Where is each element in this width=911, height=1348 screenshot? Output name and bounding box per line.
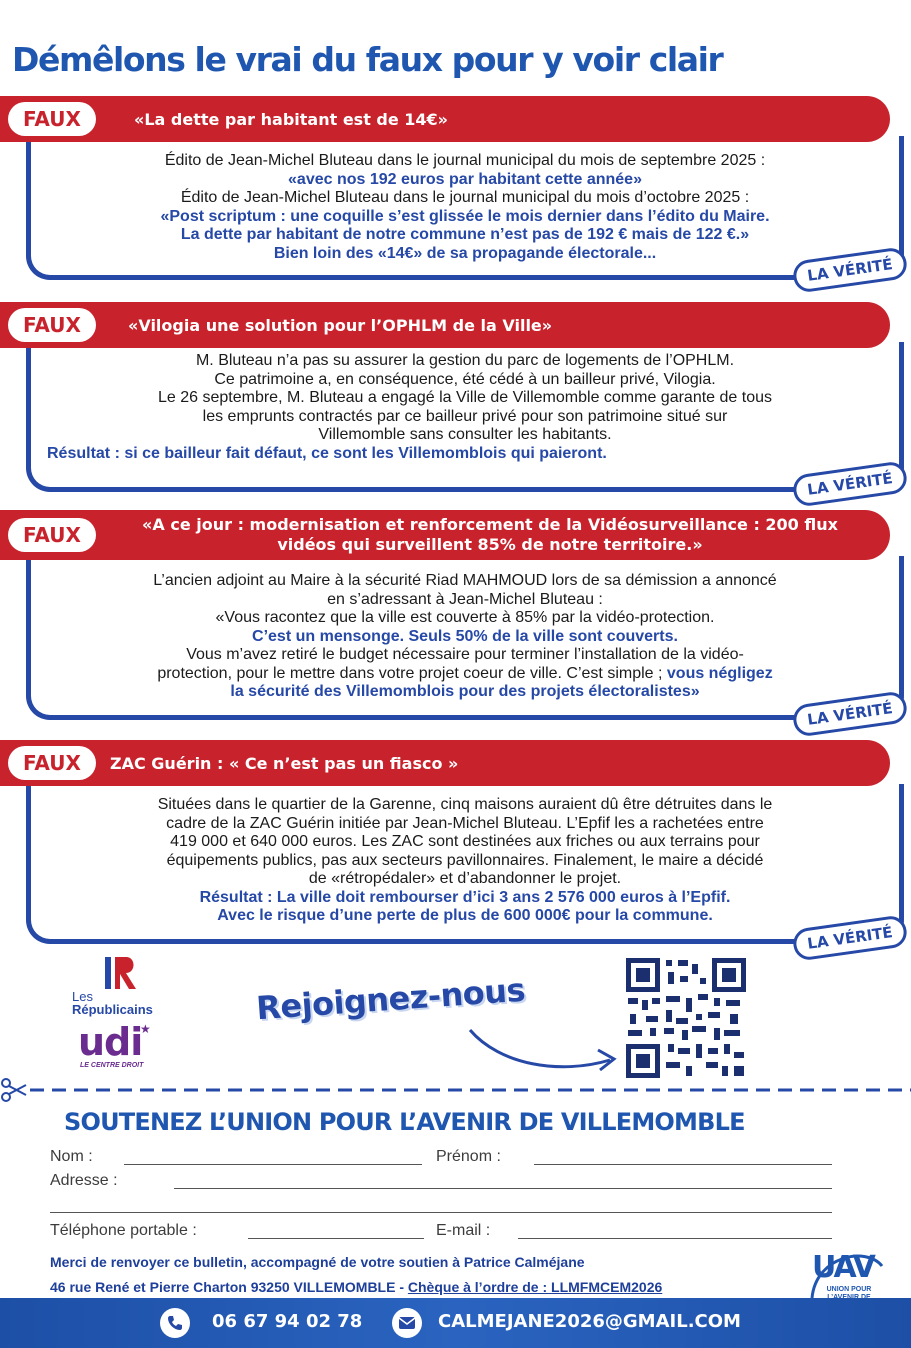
- lr-republicains-text: Républicains: [72, 1002, 153, 1017]
- faux-badge: FAUX: [8, 518, 96, 552]
- return-instructions: Merci de renvoyer ce bulletin, accompagné de votre soutien à Patrice Calméjane: [50, 1254, 585, 1270]
- truth-line: La dette par habitant de notre commune n’est pas de 192 € mais de 122 €.»: [180, 226, 750, 243]
- udi-subtitle: LE CENTRE DROIT: [80, 1062, 144, 1069]
- faux-badge: FAUX: [8, 102, 96, 136]
- form-title: SOUTENEZ L’UNION POUR L’AVENIR DE VILLEMOMBLE: [64, 1108, 745, 1136]
- nom-field[interactable]: [124, 1164, 422, 1165]
- adresse-label: Adresse :: [50, 1172, 118, 1189]
- truth-line: Bien loin des «14€» de sa propagande électorale...: [273, 244, 657, 262]
- truth-line: Ce patrimoine a, en conséquence, été cédé à un bailleur privé, Vilogia.: [214, 370, 716, 388]
- prenom-label: Prénom :: [436, 1148, 501, 1165]
- lr-les-text: Les: [72, 989, 93, 1004]
- truth-line: en s’adressant à Jean-Michel Bluteau :: [327, 590, 603, 608]
- verite-badge: LA VÉRITÉ: [791, 246, 908, 294]
- page-headline: Démêlons le vrai du faux pour y voir clair: [12, 40, 723, 79]
- claim-line: vidéos qui surveillent 85% de notre territoire.»: [277, 535, 703, 554]
- les-republicains-logo: [70, 955, 180, 1017]
- claim-text: «La dette par habitant est de 14€»: [134, 109, 449, 129]
- truth-line: Résultat : La ville doit rembourser d’ici 3 ans 2 576 000 euros à l’Epfif.: [199, 888, 731, 906]
- cheque-order-text: Chèque à l’ordre de : LLMFMCEM2026: [407, 1279, 663, 1295]
- truth-panel: [26, 784, 904, 944]
- adresse-field-line2[interactable]: [50, 1212, 832, 1213]
- cut-line-scissors-icon: [0, 1078, 911, 1102]
- contact-email[interactable]: CALMEJANE2026@GMAIL.COM: [438, 1311, 741, 1332]
- truth-line: 419 000 et 640 000 euros. Les ZAC sont destinées aux friches ou aux terrains pour: [170, 833, 760, 850]
- truth-line: cadre de la ZAC Guérin initiée par Jean-Michel Bluteau. L’Epfif les a rachetées entre: [166, 814, 764, 832]
- truth-line: «Vous racontez que la ville est couverte à 85% par la vidéo-protection.: [215, 609, 715, 626]
- truth-line: de «rétropédaler» et d’abandonner le projet.: [308, 870, 622, 887]
- claim-text: [110, 510, 870, 560]
- truth-line: Édito de Jean-Michel Bluteau dans le journal municipal du mois d’octobre 2025 :: [180, 189, 750, 206]
- return-address: [50, 1279, 662, 1295]
- claim-line: «A ce jour : modernisation et renforcement de la Vidéosurveillance : 200 flux: [142, 515, 838, 534]
- contact-footer: [0, 1298, 911, 1348]
- join-us-label: Rejoignez-nous: [255, 970, 527, 1028]
- phone-icon: [160, 1308, 190, 1338]
- truth-line: les emprunts contractés par ce bailleur privé pour son patrimoine situé sur: [202, 407, 728, 425]
- verite-badge: LA VÉRITÉ: [791, 690, 908, 738]
- truth-line: L’ancien adjoint au Maire à la sécurité Riad MAHMOUD lors de sa démission a annoncé: [153, 572, 777, 589]
- truth-line: C’est un mensonge. Seuls 50% de la ville sont couverts.: [252, 627, 678, 645]
- udi-logo: [78, 1022, 158, 1074]
- truth-panel: [26, 556, 904, 720]
- truth-line: Édito de Jean-Michel Bluteau dans le journal municipal du mois de septembre 2025 :: [164, 152, 766, 169]
- nom-label: Nom :: [50, 1148, 93, 1165]
- qr-code-icon[interactable]: [626, 958, 746, 1078]
- truth-line-emphasis: vous négligez: [666, 664, 773, 682]
- verite-badge: LA VÉRITÉ: [791, 460, 908, 508]
- truth-line: «avec nos 192 euros par habitant cette année»: [288, 170, 642, 188]
- truth-panel: [26, 136, 904, 280]
- truth-line: Villemomble sans consulter les habitants.: [318, 426, 612, 443]
- truth-line: Résultat : si ce bailleur fait défaut, ce sont les Villemomblois qui paieront.: [47, 444, 607, 462]
- telephone-field[interactable]: [248, 1238, 424, 1239]
- truth-line: Avec le risque d’une perte de plus de 600 000€ pour la commune.: [217, 907, 713, 924]
- phone-number[interactable]: 06 67 94 02 78: [212, 1311, 363, 1332]
- truth-line: Vous m’avez retiré le budget nécessaire pour terminer l’installation de la vidéo-: [186, 646, 744, 663]
- email-field[interactable]: [518, 1238, 832, 1239]
- prenom-field[interactable]: [534, 1164, 832, 1165]
- uav-subtitle: UNION POUR: [826, 1286, 872, 1293]
- udi-text: udi: [78, 1020, 143, 1064]
- star-icon: ★: [140, 1022, 151, 1036]
- truth-line: M. Bluteau n’a pas su assurer la gestion du parc de logements de l’OPHLM.: [195, 352, 735, 369]
- truth-line: Le 26 septembre, M. Bluteau a engagé la Ville de Villemomble comme garante de tous: [158, 389, 772, 406]
- truth-line: équipements publics, pas aux secteurs pavillonnaires. Finalement, le maire a décidé: [166, 851, 764, 869]
- claim-text: ZAC Guérin : « Ce n’est pas un fiasco »: [110, 753, 459, 773]
- truth-line: protection, pour le mettre dans votre projet coeur de ville. C’est simple ;: [157, 664, 663, 682]
- truth-line: «Post scriptum : une coquille s’est glissée le mois dernier dans l’édito du Maire.: [160, 207, 770, 225]
- adresse-field[interactable]: [174, 1188, 832, 1189]
- verite-badge: LA VÉRITÉ: [791, 914, 908, 962]
- telephone-label: Téléphone portable :: [50, 1222, 197, 1239]
- mail-icon: [392, 1308, 422, 1338]
- truth-panel: [26, 342, 904, 492]
- arrow-icon: [460, 1020, 630, 1080]
- truth-line: Situées dans le quartier de la Garenne, cinq maisons auraient dû être détruites dans le: [157, 796, 773, 813]
- address-text: 46 rue René et Pierre Charton 93250 VILLEMOMBLE -: [50, 1279, 408, 1295]
- claim-text: «Vilogia une solution pour l’OPHLM de la Ville»: [128, 315, 553, 335]
- email-label: E-mail :: [436, 1222, 491, 1239]
- uav-text: UAV: [812, 1250, 874, 1285]
- lr-mark-icon: [102, 955, 142, 995]
- faux-badge: FAUX: [8, 308, 96, 342]
- truth-line: la sécurité des Villemomblois pour des projets électoralistes»: [230, 683, 700, 700]
- faux-badge: FAUX: [8, 746, 96, 780]
